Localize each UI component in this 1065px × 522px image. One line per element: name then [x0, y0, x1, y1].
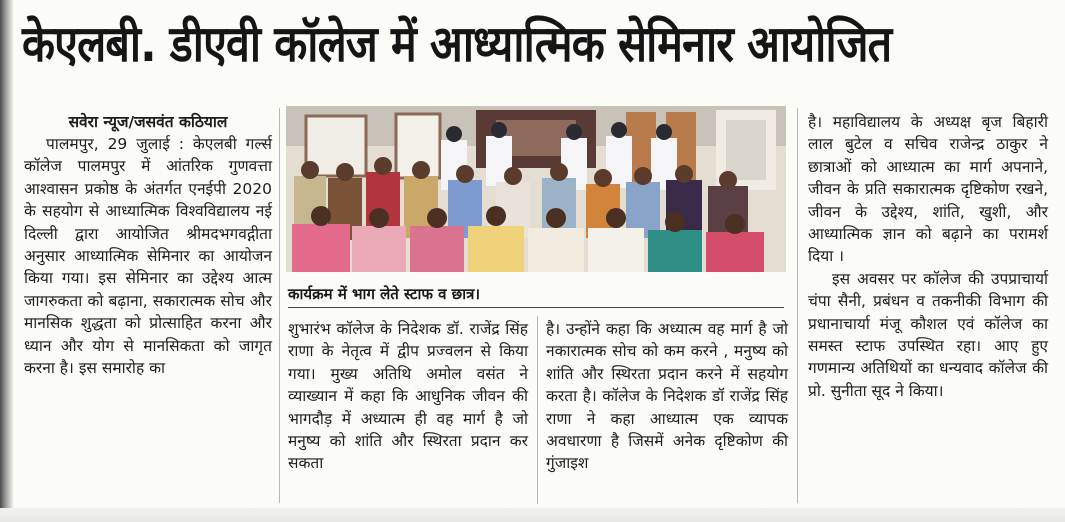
column-2-text: शुभारंभ कॉलेज के निदेशक डॉ. राजेंद्र सिंह राणा के नेतृत्व में द्वीप प्रज्वलन से किया गया। मुख्य अतिथि अमोल वसंत ने व्याख्यान में कहा कि आधुनिक जीवन की भागदौड़ में अध्यात्म ही वह मार्ग है जो मनुष्य को शांति और स्थिरता प्रदान कर सकता [288, 320, 528, 473]
column-4-paragraph-1: है। महाविद्यालय के अध्यक्ष बृज बिहारी लाल बुटेल व सचिव राजेन्द्र ठाकुर ने छात्राओं को आध्यात्म का मार्ग अपनाने, जीवन के प्रति सकारात्मक दृष्टिकोण रखने, जीवन के उद्देश्य, शांति, खुशी, और आध्यात्मिक ज्ञान को बढ़ाने का परामर्श दिया । [808, 113, 1048, 266]
column-divider [279, 108, 280, 503]
headline: केएलबी. डीएवी कॉलेज में आध्यात्मिक सेमिनार आयोजित [22, 15, 892, 73]
article-column-4 [808, 111, 1048, 402]
byline: सवेरा न्यूज/जसवंत कठियाल [68, 113, 228, 131]
column-divider [797, 108, 798, 503]
photo-caption: कार्यक्रम में भाग लेते स्टाफ व छात्र। [288, 281, 784, 308]
column-divider [537, 316, 538, 504]
column-3-text: है। उन्होंने कहा कि अध्यात्म वह मार्ग है जो नकारात्मक सोच को कम करने , मनुष्य को शांति और स्थिरता प्रदान करने में सहयोग करता है। कॉलेज के निदेशक डॉ राजेंद्र सिंह राणा ने कहा आध्यात्म एक व्यापक अवधारणा है जिसमें अनेक दृष्टिकोण की गुंजाइश [546, 320, 788, 473]
bottom-edge [0, 508, 1065, 522]
column-4-paragraph-2: इस अवसर पर कॉलेज की उपप्राचार्या चंपा सैनी, प्रबंधन व तकनीकी विभाग की प्रधानाचार्या मंजू कौशल एवं कॉलेज का समस्त स्टाफ उपस्थित रहा। आए हुए गणमान्य अतिथियों का धन्यवाद कॉलेज की प्रो. सुनीता सूद ने किया। [808, 269, 1048, 400]
article-column-1 [24, 111, 272, 379]
group-photo [286, 106, 786, 272]
article-column-3 [546, 318, 788, 475]
group-photo-illustration [286, 106, 786, 272]
article-column-2 [288, 318, 528, 475]
page-edge-shadow [0, 0, 14, 522]
column-1-text: पालमपुर, 29 जुलाई : केएलबी गर्ल्स कॉलेज पालमपुर में आंतरिक गुणवत्ता आश्वासन प्रकोष्ठ के अंतर्गत एनईपी 2020 के सहयोग से आध्यात्मिक विश्वविद्यालय नई दिल्ली द्वारा आयोजित श्रीमदभगवद्गीता अनुसार आध्यात्मिक सेमिनार का आयोजन किया गया। इस सेमिनार का उद्देश्य आत्म जागरुकता को बढ़ाना, सकारात्मक सोच और मानसिक शुद्धता को प्रोत्साहित करना और ध्यान और योग से मानसिकता को जागृत करना है। इस समारोह का [24, 135, 272, 378]
